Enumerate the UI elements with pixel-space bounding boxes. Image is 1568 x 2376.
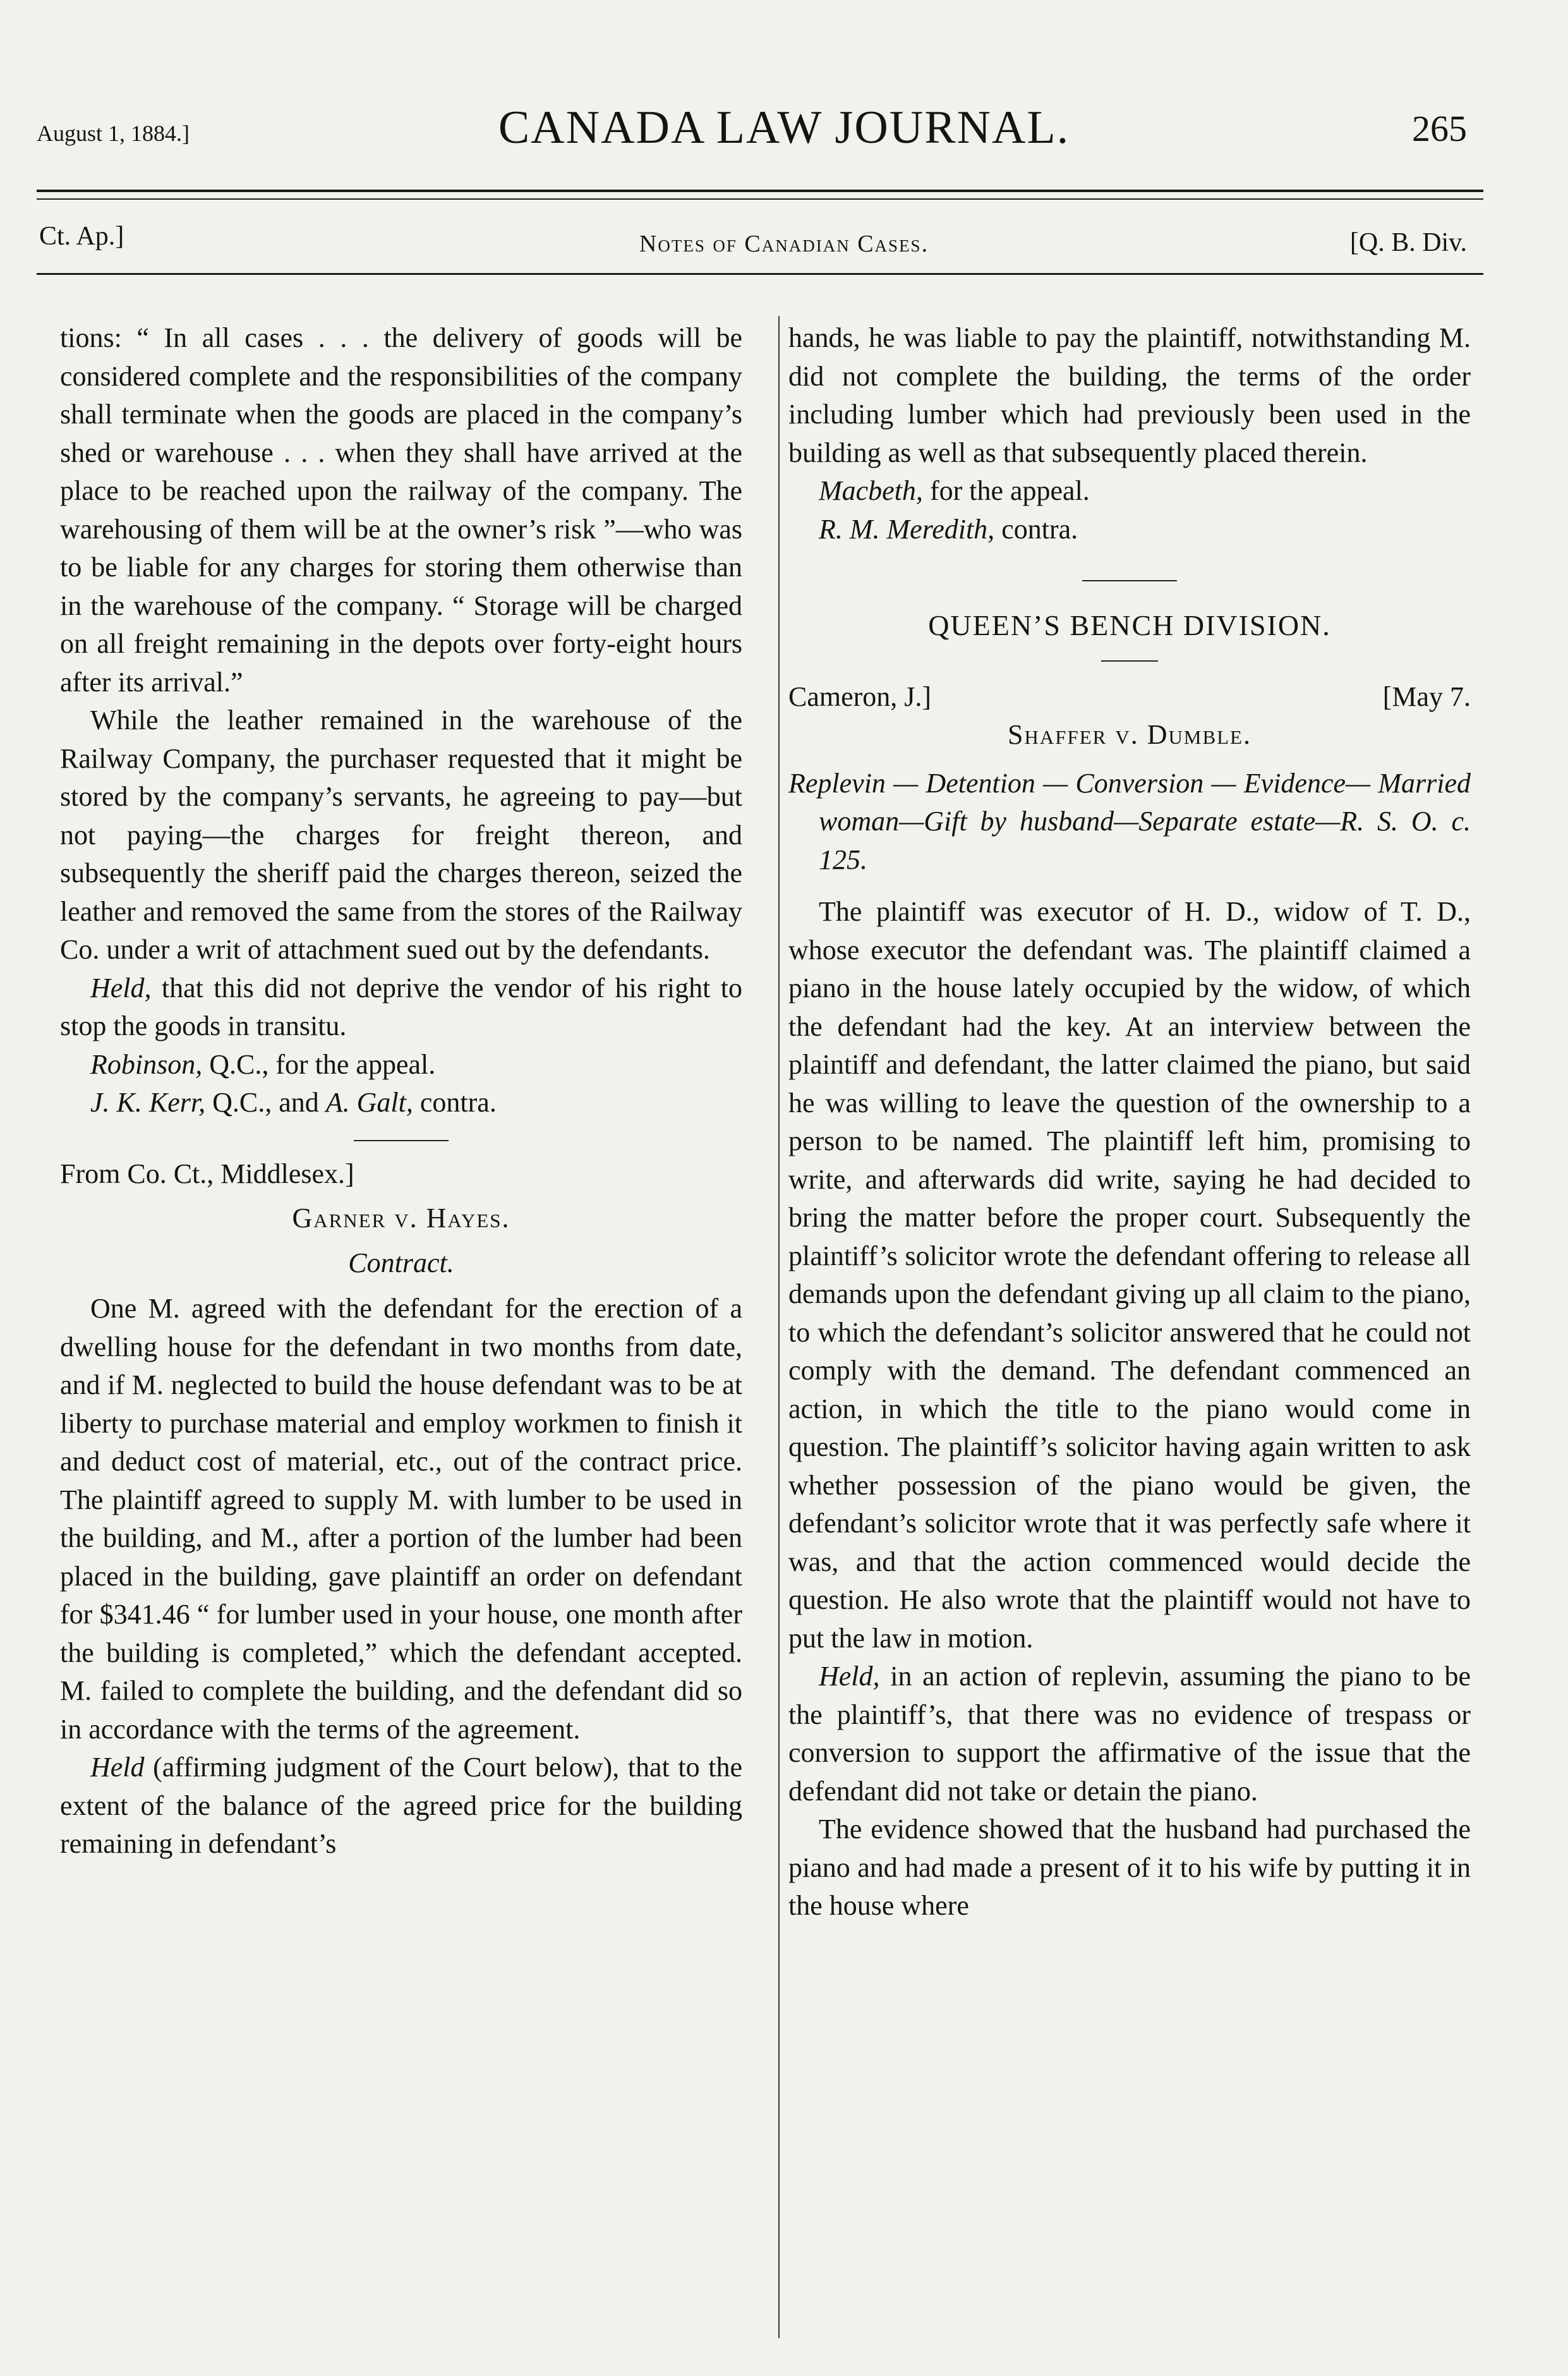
case-subject: Contract. <box>348 1247 454 1278</box>
right-column <box>788 319 1471 1925</box>
header-rule-thin <box>37 198 1483 200</box>
held-label: Held, <box>90 972 152 1003</box>
court-line: From Co. Ct., Middlesex.] <box>60 1158 354 1189</box>
counsel-role: contra. <box>994 513 1078 545</box>
subheader-rule <box>37 273 1483 275</box>
counsel-name: A. Galt, <box>325 1087 413 1118</box>
counsel-line <box>788 472 1471 511</box>
holding <box>788 1658 1471 1810</box>
paragraph: tions: “ In all cases . . . the delivery of goods will be considered complete and the responsibilities of the company shall terminate when the goods are placed in the company’s shed or warehouse . . . when they shall have arrived at the place to be reached upon the railway of the company. The warehousing of them will be at the owner’s risk ”—who was to be liable for any charges for storing them otherwise than in the warehouse of the company. “ Storage will be charged on all freight remaining in the depots over forty-eight hours after its arrival.” <box>60 322 742 698</box>
subheader-left: Ct. Ap.] <box>39 222 124 251</box>
holding <box>60 969 742 1046</box>
column-divider <box>778 316 780 2338</box>
headnote: Replevin — Detention — Conversion — Evidence— Married woman—Gift by husband—Separate estate—R. S. O. c. 125. <box>788 767 1471 875</box>
left-column <box>60 319 742 1864</box>
counsel-name: R. M. Meredith, <box>819 513 995 545</box>
counsel-join: Q.C., and <box>205 1087 326 1118</box>
counsel-line <box>60 1084 742 1122</box>
counsel-role: for the appeal. <box>922 475 1090 506</box>
counsel-line <box>60 1046 742 1084</box>
paragraph: hands, he was liable to pay the plaintiff, notwithstanding M. did not complete the building, the terms of the order including lumber which had previously been used in the building as well as that subsequently placed therein. <box>788 322 1471 468</box>
counsel-role: Q.C., for the appeal. <box>202 1048 436 1080</box>
journal-title: CANADA LAW JOURNAL. <box>498 102 1070 154</box>
subheader-center: Notes of Canadian Cases. <box>639 231 929 257</box>
held-text: that this did not deprive the vendor of his right to stop the goods in transitu. <box>60 972 742 1041</box>
case-title: Shaffer v. Dumble. <box>1007 719 1251 750</box>
counsel-role: contra. <box>413 1087 497 1118</box>
held-text: (affirming judgment of the Court below), that to the extent of the balance of the agreed price for the building remaining in defendant’s <box>60 1752 742 1859</box>
paragraph: The evidence showed that the husband had purchased the piano and had made a present of it to his wife by putting it in the house where <box>788 1814 1471 1921</box>
page-number: 265 <box>1412 108 1467 149</box>
counsel-line <box>788 511 1471 549</box>
counsel-name: Robinson, <box>90 1048 203 1080</box>
counsel-name: J. K. Kerr, <box>90 1087 206 1118</box>
holding <box>60 1749 742 1864</box>
held-label: Held <box>90 1752 145 1783</box>
decision-date: [May 7. <box>1382 681 1471 712</box>
judge-line: Cameron, J.] <box>788 681 932 712</box>
case-header <box>788 678 1471 717</box>
subheader-right: [Q. B. Div. <box>1349 228 1467 257</box>
header-date: August 1, 1884.] <box>37 121 190 146</box>
held-text: in an action of replevin, assuming the piano to be the plaintiff’s, that there was no evidence of trespass or conversion to support the affirmative of the issue that the defendant did not take or detain the piano. <box>788 1661 1471 1807</box>
case-title: Garner v. Hayes. <box>292 1203 510 1233</box>
counsel-name: Macbeth, <box>819 475 923 506</box>
header-rule-thick <box>37 190 1483 192</box>
paragraph: One M. agreed with the defendant for the erection of a dwelling house for the defendant in two months from date, and if M. neglected to build the house defendant was to be at liberty to purchase material and employ workmen to finish it and deduct cost of material, etc., out of the contract price. The plaintiff agreed to supply M. with lumber to be used in the building, and M., after a portion of the lumber had been placed in the building, gave plaintiff an order on defendant for $341.46 “ for lumber used in your house, one month after the building is completed,” which the defendant accepted. M. failed to complete the building, and the defendant did so in accordance with the terms of the agreement. <box>60 1293 742 1745</box>
paragraph: The plaintiff was executor of H. D., widow of T. D., whose executor the defendant was. The plaintiff claimed a piano in the house lately occupied by the widow, of which the defendant had the key. At an interview between the plaintiff and defendant, the latter claimed the piano, but said he was willing to leave the question of the ownership to a person to be named. The plaintiff left him, promising to write, and afterwards did write, saying he had decided to bring the matter before the proper court. Subsequently the plaintiff’s solicitor wrote the defendant offering to release all demands upon the defendant giving up all claim to the piano, to which the defendant’s solicitor answered that he could not comply with the demand. The defendant commenced an action, in which the title to the piano would come in question. The plaintiff’s solicitor having again written to ask whether possession of the piano would be given, the defendant’s solicitor wrote that it was perfectly safe where it was, and that the action commenced would decide the question. He also wrote that the plaintiff would not have to put the law in motion. <box>788 896 1471 1654</box>
division-heading: QUEEN’S BENCH DIVISION. <box>928 609 1331 641</box>
held-label: Held, <box>819 1661 880 1692</box>
paragraph: While the leather remained in the warehouse of the Railway Company, the purchaser requested that it might be stored by the company’s servants, he agreeing to pay—but not paying—the charges for freight thereon, and subsequently the sheriff paid the charges thereon, seized the leather and removed the same from the stores of the Railway Co. under a writ of attachment sued out by the defendants. <box>60 705 742 965</box>
